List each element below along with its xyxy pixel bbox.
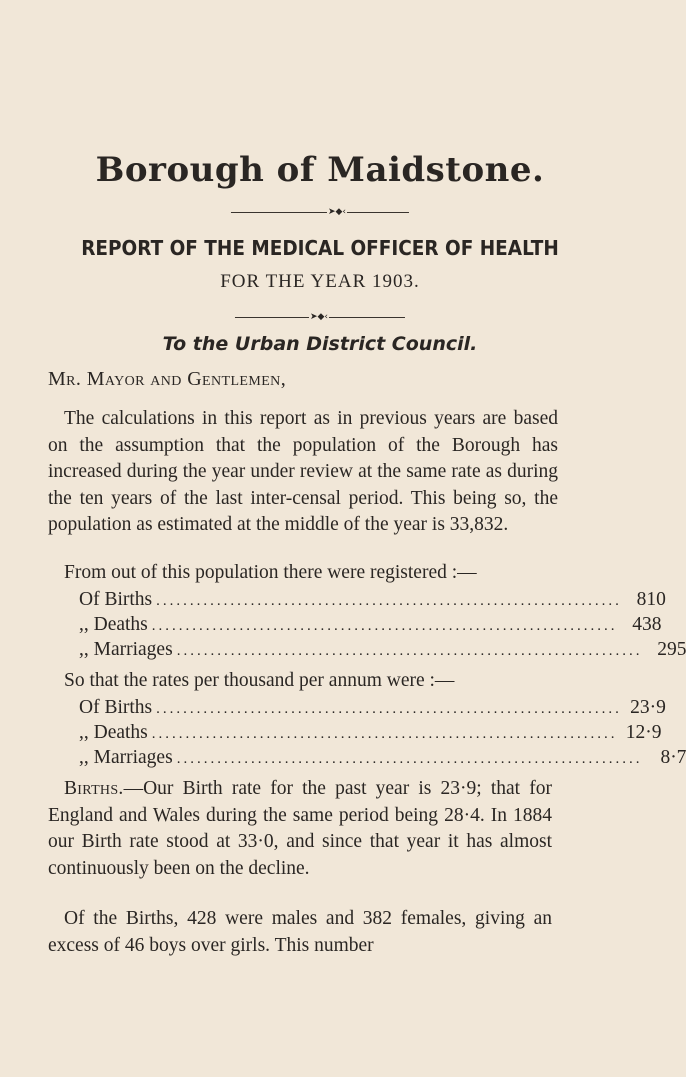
leader-dots: ..................................................................... bbox=[156, 593, 622, 609]
row-label: ,, Marriages bbox=[79, 747, 173, 768]
registered-row-births bbox=[79, 589, 666, 611]
leader-dots: ..................................................................... bbox=[176, 643, 643, 659]
leader-dots: ..................................................................... bbox=[151, 726, 618, 742]
births-lead: Births. bbox=[64, 778, 124, 799]
row-value: 23·9 bbox=[630, 697, 666, 718]
row-value: 810 bbox=[636, 589, 666, 610]
leader-dots: ..................................................................... bbox=[176, 751, 643, 767]
births-paragraph bbox=[48, 776, 552, 882]
addressee-heading: To the Urban District Council. bbox=[162, 333, 478, 355]
salutation: Mr. Mayor and Gentlemen, bbox=[48, 368, 287, 390]
row-label: ,, Deaths bbox=[79, 722, 148, 743]
population-paragraph: The calculations in this report as in previous years are based on the assumption that the population of the Borough has increased during the year under review at the same rate as during the ten years of the last inter-censal period. This being so, the population as estimated at the middle of the year is 33,832. bbox=[48, 408, 558, 535]
ornamental-rule-top: ➤◆‹ bbox=[231, 208, 409, 217]
registered-row-marriages bbox=[79, 639, 686, 661]
births-text: —Our Birth rate for the past year is 23·9; that for England and Wales during the same period being 28·4. In 1884 our Birth rate stood at 33·0, and since that year it has almost continuously been on the decline. bbox=[48, 778, 552, 879]
masthead-title: Borough of Maidstone. bbox=[95, 150, 545, 190]
rates-row-deaths bbox=[79, 722, 662, 744]
rates-row-marriages bbox=[79, 747, 686, 769]
births-sex-paragraph: Of the Births, 428 were males and 382 females, giving an excess of 46 boys over girls. This number bbox=[48, 908, 552, 956]
registered-row-deaths bbox=[79, 614, 662, 636]
rates-intro: So that the rates per thousand per annum were :— bbox=[64, 670, 455, 691]
row-value: 12·9 bbox=[625, 722, 662, 743]
leader-dots: ..................................................................... bbox=[151, 618, 618, 634]
row-label: Of Births bbox=[79, 697, 153, 718]
report-year: FOR THE YEAR 1903. bbox=[220, 271, 420, 292]
row-label: ,, Deaths bbox=[79, 614, 148, 635]
report-heading: REPORT OF THE MEDICAL OFFICER OF HEALTH bbox=[81, 236, 559, 260]
row-value: 8·7 bbox=[660, 747, 686, 768]
row-value: 438 bbox=[632, 614, 662, 635]
leader-dots: ..................................................................... bbox=[156, 701, 622, 717]
row-label: ,, Marriages bbox=[79, 639, 173, 660]
row-value: 295 bbox=[657, 639, 686, 660]
ornamental-rule-bottom: ➤◆‹ bbox=[235, 313, 405, 322]
row-label: Of Births bbox=[79, 589, 153, 610]
rates-row-births bbox=[79, 697, 666, 719]
registered-intro: From out of this population there were registered :— bbox=[64, 562, 477, 583]
